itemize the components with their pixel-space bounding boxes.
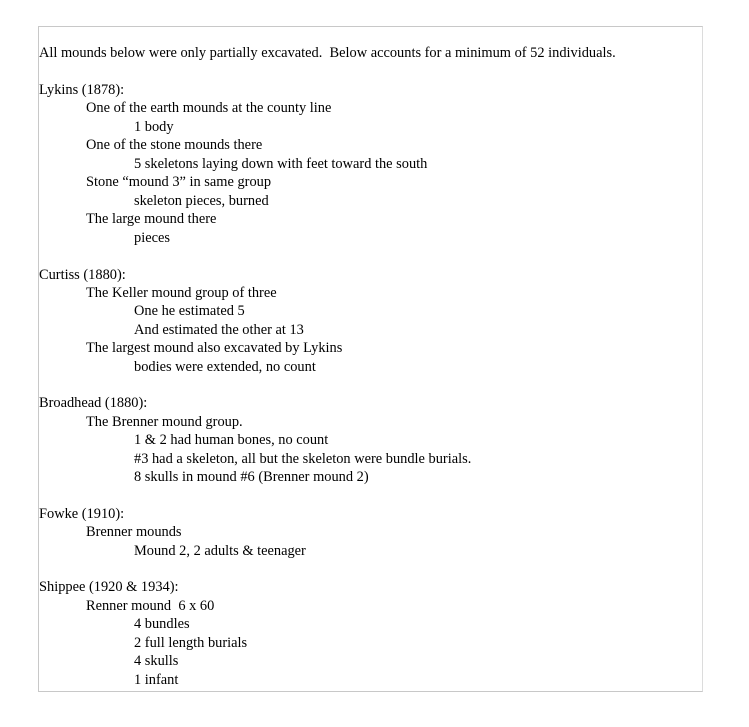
entry-detail: pieces xyxy=(134,230,170,246)
intro-text: All mounds below were only partially excavated. Below accounts for a minimum of 52 individuals. xyxy=(39,45,616,61)
entry-line: Renner mound 6 x 60 xyxy=(86,598,215,614)
entry-line: One of the earth mounds at the county line xyxy=(86,100,332,116)
entry-detail: One he estimated 5 xyxy=(134,303,245,319)
entry-detail: skeleton pieces, burned xyxy=(134,193,269,209)
section-heading-broadhead: Broadhead (1880): xyxy=(39,395,148,411)
entry-line: Brenner mounds xyxy=(86,524,182,540)
entry-detail: bodies were extended, no count xyxy=(134,359,316,375)
entry-line: Stone “mound 3” in same group xyxy=(86,174,272,190)
section-heading-curtiss: Curtiss (1880): xyxy=(39,267,126,283)
entry-detail: Mound 2, 2 adults & teenager xyxy=(134,543,306,559)
entry-detail: 1 & 2 had human bones, no count xyxy=(134,432,329,448)
entry-line: The largest mound also excavated by Lykins xyxy=(86,340,343,356)
entry-detail: 1 infant xyxy=(134,672,179,688)
entry-detail: 5 skeletons laying down with feet toward the south xyxy=(134,156,428,172)
section-heading-shippee: Shippee (1920 & 1934): xyxy=(39,579,179,595)
entry-detail: #3 had a skeleton, all but the skeleton were bundle burials. xyxy=(134,451,472,467)
entry-line: One of the stone mounds there xyxy=(86,137,263,153)
entry-line: The Brenner mound group. xyxy=(86,414,243,430)
entry-detail: 4 skulls xyxy=(134,653,179,669)
entry-detail: 8 skulls in mound #6 (Brenner mound 2) xyxy=(134,469,369,485)
section-heading-fowke: Fowke (1910): xyxy=(39,506,125,522)
entry-line: The large mound there xyxy=(86,211,217,227)
entry-detail: 2 full length burials xyxy=(134,635,248,651)
entry-detail: And estimated the other at 13 xyxy=(134,322,304,338)
entry-line: The Keller mound group of three xyxy=(86,285,277,301)
entry-detail: 4 bundles xyxy=(134,616,190,632)
section-heading-lykins: Lykins (1878): xyxy=(39,82,125,98)
entry-detail: 1 body xyxy=(134,119,174,135)
